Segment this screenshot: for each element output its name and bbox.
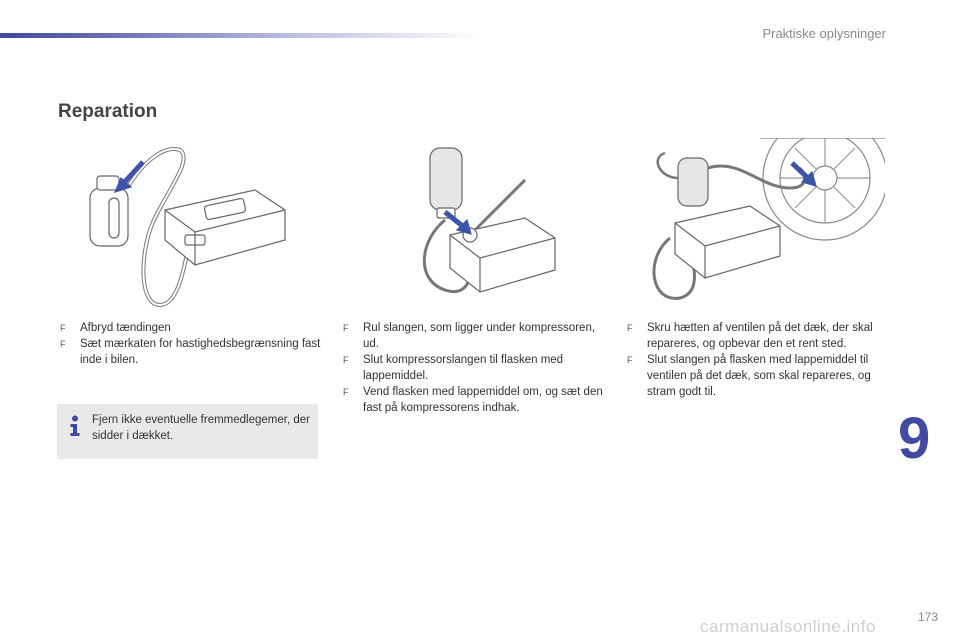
- illustration-compressor-with-bottle: [85, 140, 290, 310]
- illustration-compressor-connected-to-tyre: [640, 138, 885, 310]
- info-icon: [69, 415, 81, 437]
- watermark: carmanualsonline.info: [700, 617, 876, 636]
- info-note-text: Fjern ikke eventuelle fremmedlegemer, der sidder i dækket.: [92, 414, 310, 442]
- step-item: F Sæt mærkaten for hastighedsbegrænsning fast inde i bilen.: [60, 338, 321, 366]
- step-item: F Slut slangen på flasken med lappemiddel til ventilen på det dæk, som skal repareres, og stram godt til.: [627, 354, 871, 398]
- steps-column-1: [58, 320, 323, 368]
- step-item: F Rul slangen, som ligger under kompressoren, ud.: [343, 322, 596, 350]
- step-item: F Afbryd tændingen: [60, 322, 171, 334]
- illustration-bottle-mounted-on-compressor: [415, 140, 565, 310]
- step-item: F Skru hætten af ventilen på det dæk, der skal repareres, og opbevar den et rent sted.: [627, 322, 873, 350]
- header-accent-bar: [0, 33, 480, 38]
- page-heading: Reparation: [58, 101, 158, 122]
- checkbox-bullet-icon: F: [343, 323, 349, 333]
- steps-column-3: [625, 320, 895, 400]
- checkbox-bullet-icon: F: [627, 355, 633, 365]
- chapter-number: 9: [898, 406, 931, 471]
- checkbox-bullet-icon: F: [627, 323, 633, 333]
- section-title: Praktiske oplysninger: [762, 26, 886, 41]
- info-note-box: [57, 404, 318, 459]
- page-number: 173: [917, 610, 938, 624]
- checkbox-bullet-icon: F: [60, 323, 66, 333]
- checkbox-bullet-icon: F: [343, 387, 349, 397]
- steps-column-2: [341, 320, 603, 416]
- checkbox-bullet-icon: F: [343, 355, 349, 365]
- step-item: F Vend flasken med lappemiddel om, og sæt den fast på kompressorens indhak.: [343, 386, 603, 414]
- step-item: F Slut kompressorslangen til flasken med lappemiddel.: [343, 354, 564, 382]
- checkbox-bullet-icon: F: [60, 339, 66, 349]
